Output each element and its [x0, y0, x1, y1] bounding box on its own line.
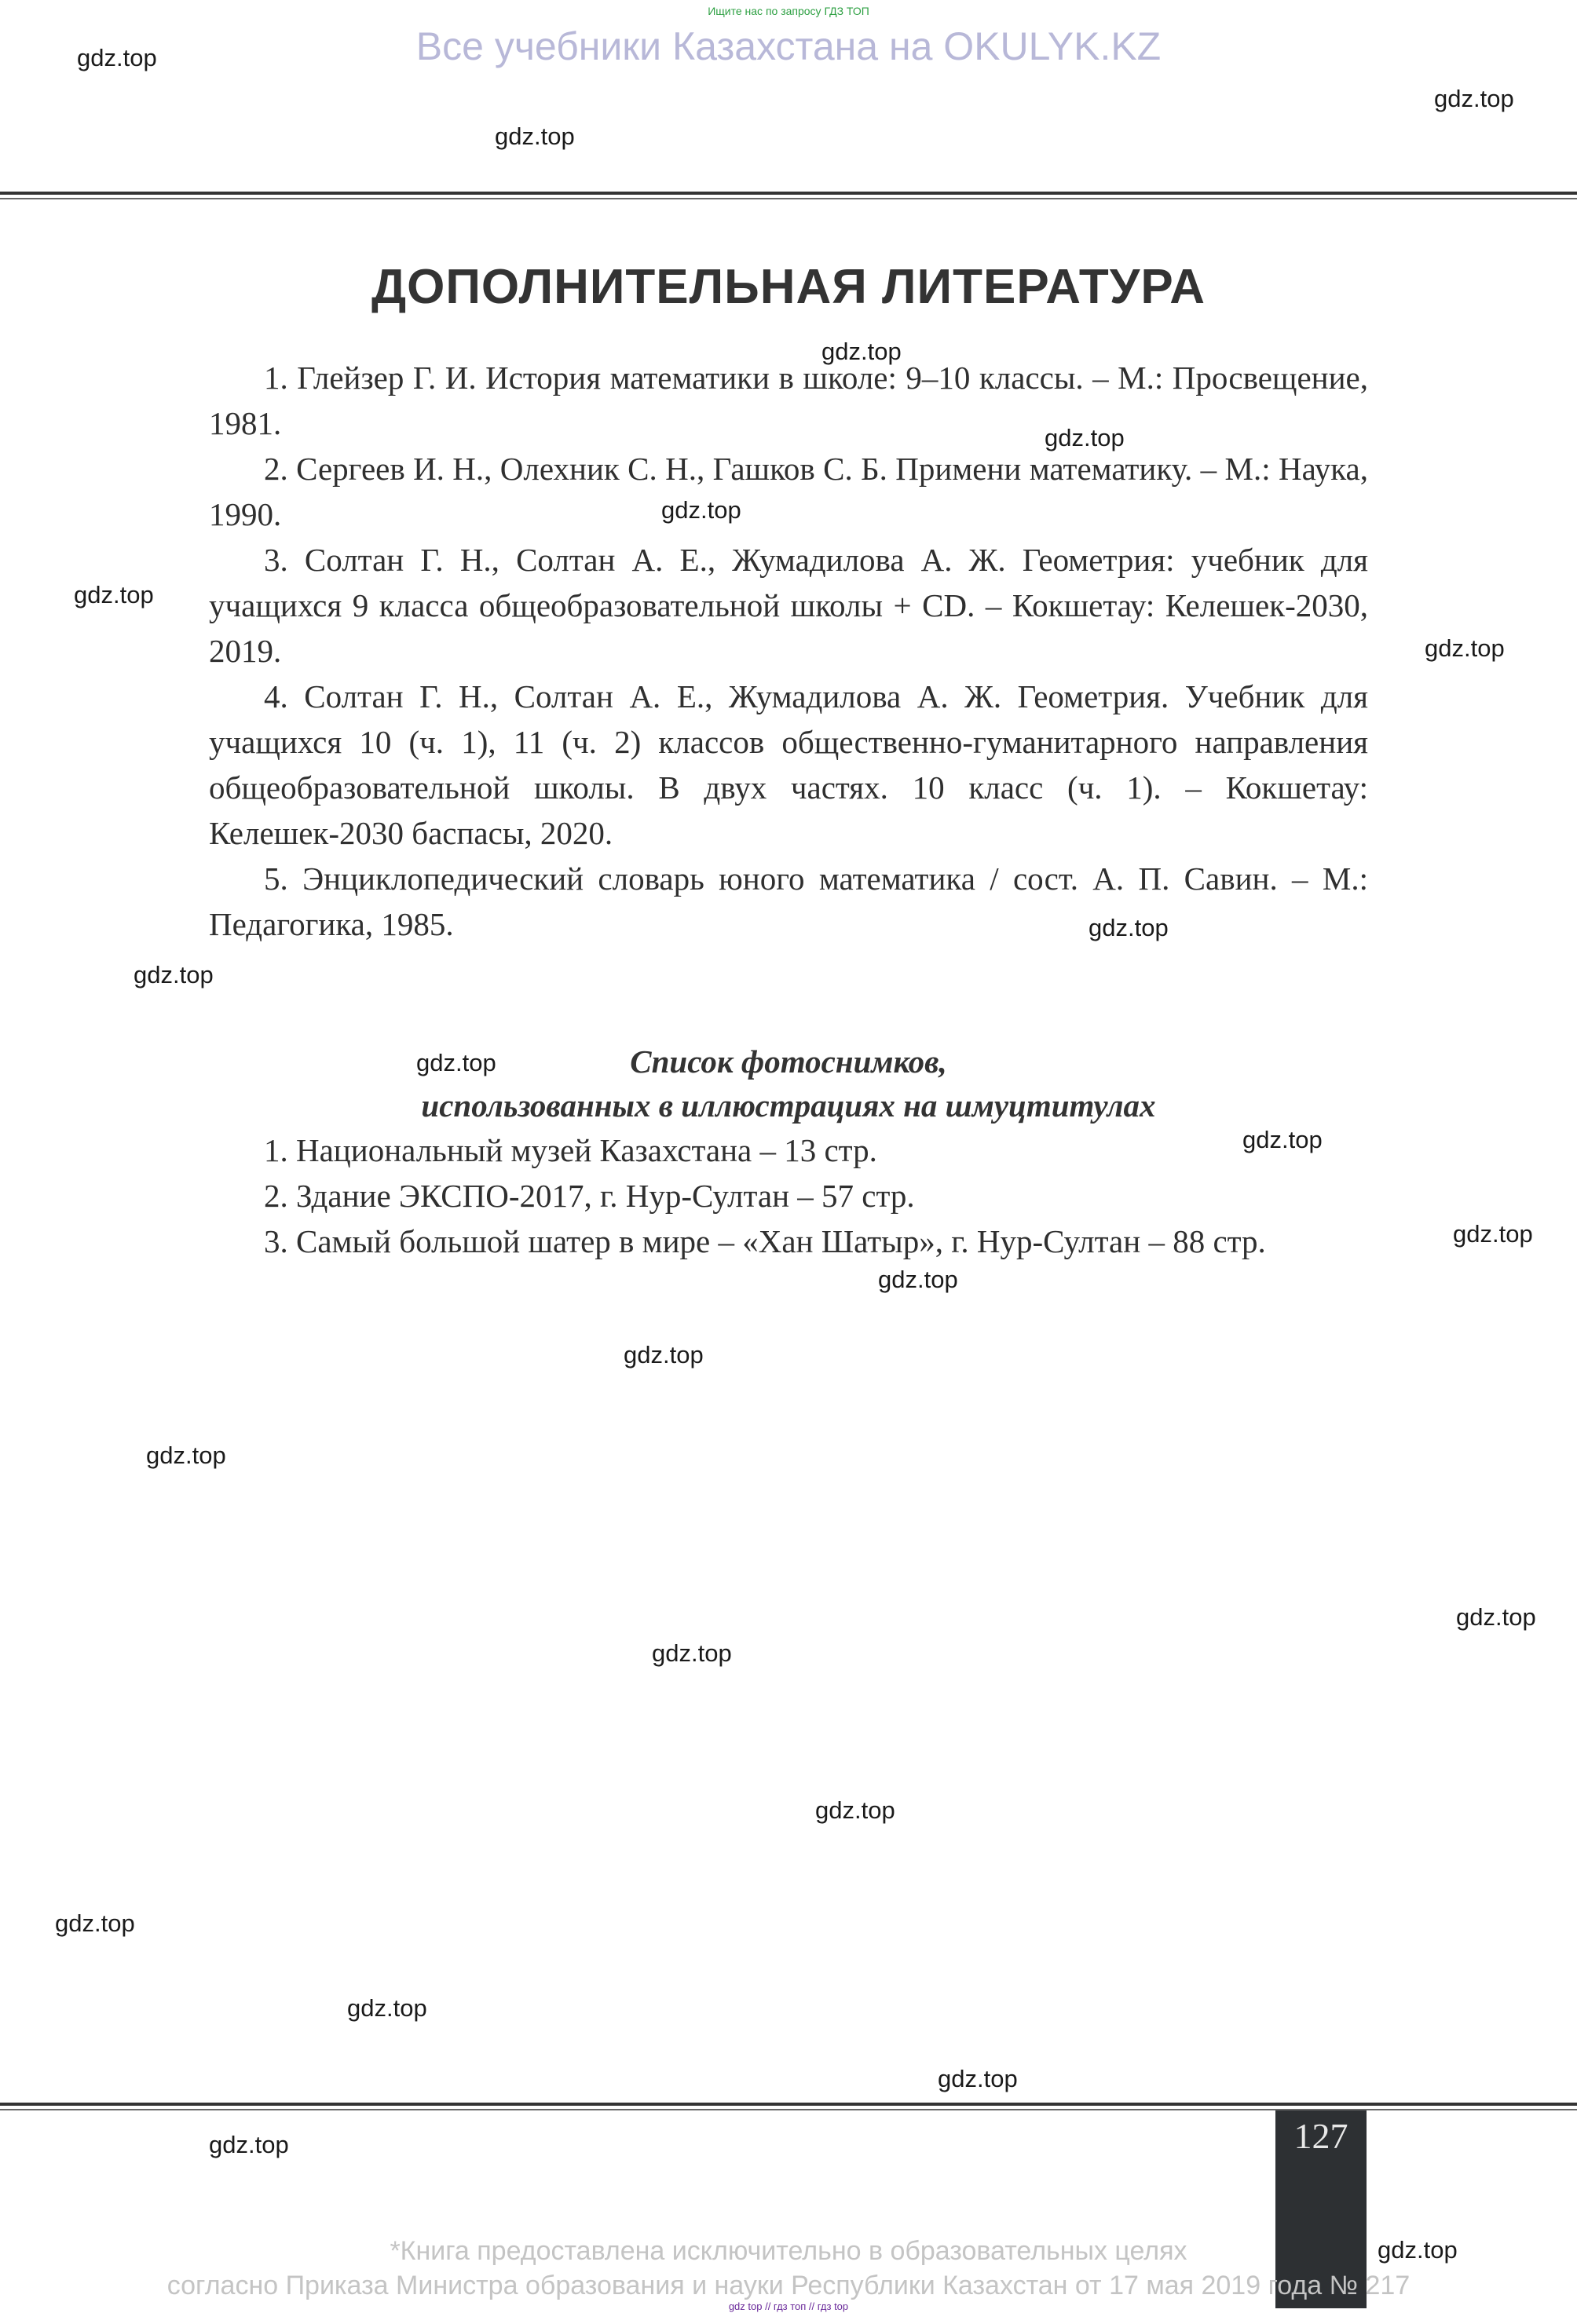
watermark: gdz.top [1242, 1126, 1323, 1153]
watermark: gdz.top [1089, 914, 1169, 941]
list-item: 3. Самый большой шатер в мире – «Хан Шатыр», г. Нур-Султан – 88 стр. [264, 1223, 1266, 1259]
watermark: gdz.top [1425, 634, 1505, 662]
page-title: ДОПОЛНИТЕЛЬНАЯ ЛИТЕРАТУРА [371, 260, 1206, 314]
watermark: gdz.top [938, 2065, 1018, 2092]
watermark: gdz.top [146, 1442, 226, 1469]
list-item: 1. Национальный музей Казахстана – 13 стр. [264, 1132, 877, 1168]
watermark: gdz.top [1453, 1220, 1533, 1248]
list-item: 4. Солтан Г. Н., Солтан А. Е., Жумадилова А. Ж. Геометрия. Учебник для учащихся 10 (ч. 1), 11 (ч. 2) классов общественно-гуманитарного направления общеобразовательной школы. В двух частях. 10 класс (ч. 1). – Кокшетау: Келешек-2030 баспасы, 2020. [209, 678, 1368, 851]
site-banner[interactable]: Все учебники Казахстана на OKULYK.KZ [415, 24, 1162, 68]
watermark: gdz.top [209, 2131, 289, 2158]
watermark: gdz.top [74, 581, 154, 608]
disclaimer-line2: согласно Приказа Министра образования и науки Республики Казахстан от 17 мая 2019 года № 217 [166, 2271, 1411, 2300]
top-rule-thin [0, 198, 1577, 199]
list-item: 3. Солтан Г. Н., Солтан А. Е., Жумадилова А. Ж. Геометрия: учебник для учащихся 9 класса общеобразовательной школы + CD. – Кокшетау: Келешек-2030, 2019. [209, 542, 1368, 669]
watermark: gdz.top [652, 1639, 732, 1667]
watermark: gdz.top [624, 1341, 704, 1368]
list-item: 2. Здание ЭКСПО-2017, г. Нур-Султан – 57 стр. [264, 1178, 915, 1214]
literature-list [209, 355, 1368, 947]
watermark: gdz.top [821, 338, 902, 365]
watermark: gdz.top [416, 1049, 496, 1076]
watermark: gdz.top [878, 1266, 958, 1293]
watermark: gdz.top [1456, 1603, 1536, 1631]
disclaimer-line1: *Книга предоставлена исключительно в образовательных целях [390, 2236, 1187, 2266]
watermark: gdz.top [134, 961, 214, 988]
list-item: 1. Глейзер Г. И. История математики в школе: 9–10 классы. – М.: Просвещение, 1981. [209, 360, 1368, 441]
bottom-rule [0, 2103, 1577, 2106]
footer-links[interactable]: gdz top // гдз топ // гдз top [728, 2300, 849, 2312]
search-hint: Ищите нас по запросу ГДЗ ТОП [708, 5, 869, 17]
top-rule [0, 192, 1577, 195]
photos-list [209, 1127, 1368, 1264]
list-item: 5. Энциклопедический словарь юного математика / сост. А. П. Савин. – М.: Педагогика, 1985. [209, 861, 1368, 942]
watermark: gdz.top [1045, 424, 1125, 451]
watermark: gdz.top [77, 44, 157, 71]
page-number: 127 [1293, 2116, 1348, 2156]
watermark: gdz.top [1378, 2236, 1458, 2264]
watermark: gdz.top [1434, 85, 1514, 112]
watermark: gdz.top [495, 122, 575, 150]
photos-title-line2: использованных в иллюстрациях на шмуцтитулах [421, 1087, 1156, 1124]
list-item: 2. Сергеев И. Н., Олехник С. Н., Гашков С. Б. Примени математику. – М.: Наука, 1990. [209, 451, 1368, 532]
watermark: gdz.top [661, 496, 741, 524]
watermark: gdz.top [347, 1994, 427, 2022]
photos-title-line1: Список фотоснимков, [630, 1043, 947, 1080]
watermark: gdz.top [815, 1796, 895, 1824]
watermark: gdz.top [55, 1909, 135, 1937]
